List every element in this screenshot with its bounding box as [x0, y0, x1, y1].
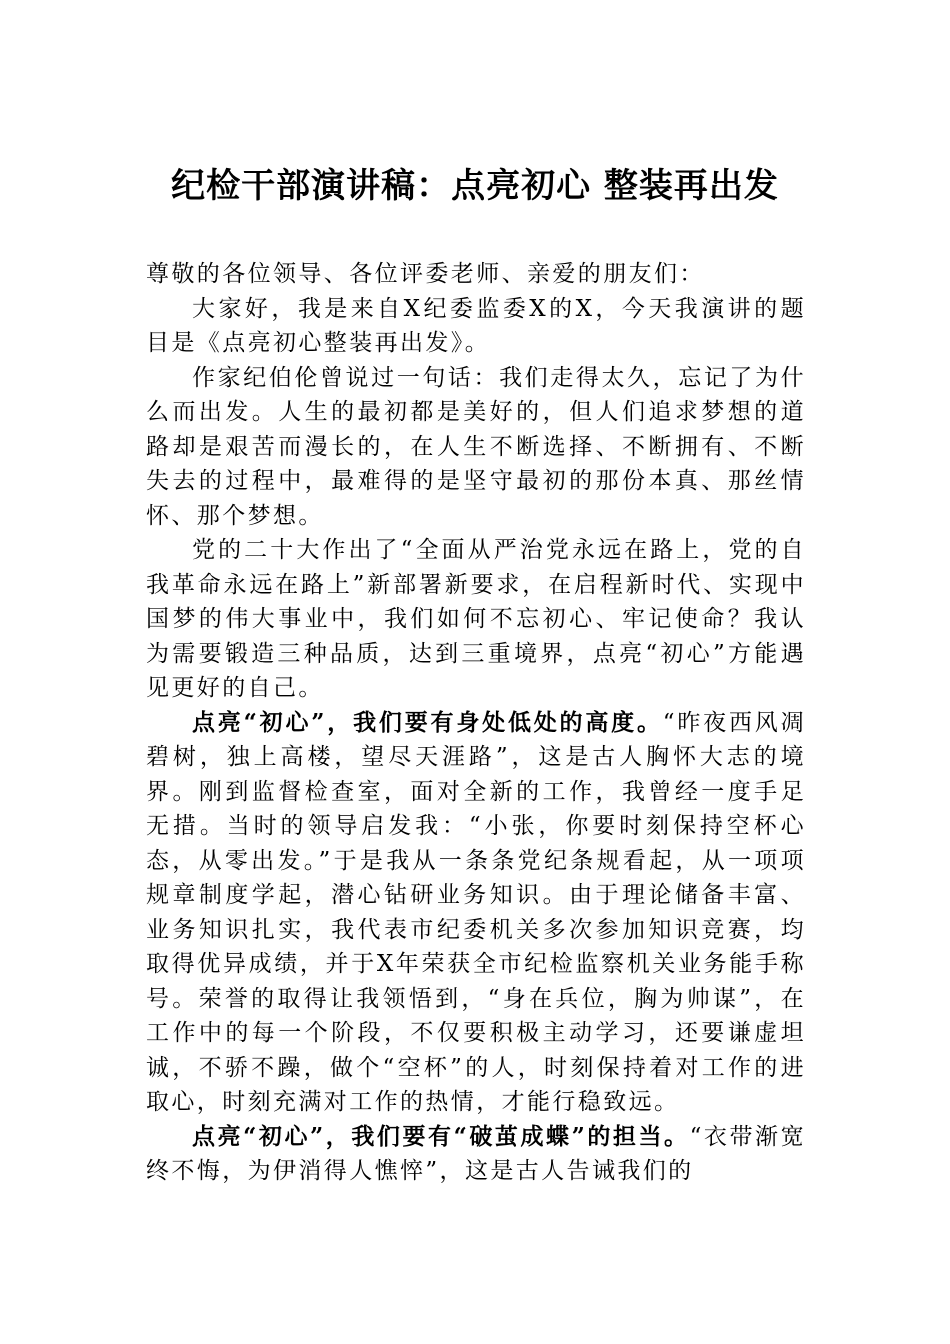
document-title: 纪检干部演讲稿：点亮初心 整装再出发	[171, 166, 779, 206]
paragraph-text: 大家好，我是来自X纪委监委X的X，今天我演讲的题目是《点亮初心整装再出发》。	[146, 295, 806, 356]
paragraph-greeting	[146, 292, 806, 361]
paragraph-gibran-quote	[146, 361, 806, 534]
paragraph-height	[146, 706, 806, 1120]
paragraph-text: 党的二十大作出了“全面从严治党永远在路上，党的自我革命永远在路上”新部署新要求，在启程新时代、实现中国梦的伟大事业中，我们如何不忘初心、牢记使命？我认为需要锻造三种品质，达到三重境界，点亮“初心”方能遇见更好的自己。	[146, 537, 806, 701]
paragraph-heading: 点亮“初心”，我们要有“破茧成蝶”的担当。	[192, 1122, 690, 1150]
salutation: 尊敬的各位领导、各位评委老师、亲爱的朋友们：	[146, 261, 705, 287]
document-body	[146, 257, 806, 1189]
paragraph-text: “衣带渐宽终不悔，为伊消得人憔悴”，这是古人告诫我们的	[146, 1123, 806, 1184]
paragraph-responsibility	[146, 1120, 806, 1189]
paragraph-twentieth-congress	[146, 533, 806, 706]
paragraph-heading: 点亮“初心”，我们要有身处低处的高度。	[192, 708, 663, 736]
paragraph-text: “昨夜西风凋碧树，独上高楼，望尽天涯路”，这是古人胸怀大志的境界。刚到监督检查室，面对全新的工作，我曾经一度手足无措。当时的领导启发我：“小张，你要时刻保持空杯心态，从零出发。”于是我从一条条党纪条规看起，从一项项规章制度学起，潜心钻研业务知识。由于理论储备丰富、业务知识扎实，我代表市纪委机关多次参加知识竞赛，均取得优异成绩，并于X年荣获全市纪检监察机关业务能手称号。荣誉的取得让我领悟到，“身在兵位，胸为帅谋”，在工作中的每一个阶段，不仅要积极主动学习，还要谦虚坦诚，不骄不躁，做个“空杯”的人，时刻保持着对工作的进取心，时刻充满对工作的热情，才能行稳致远。	[146, 709, 806, 1115]
paragraph-text: 作家纪伯伦曾说过一句话：我们走得太久，忘记了为什么而出发。人生的最初都是美好的，但人们追求梦想的道路却是艰苦而漫长的，在人生不断选择、不断拥有、不断失去的过程中，最难得的是坚守最初的那份本真、那丝情怀、那个梦想。	[146, 364, 806, 529]
